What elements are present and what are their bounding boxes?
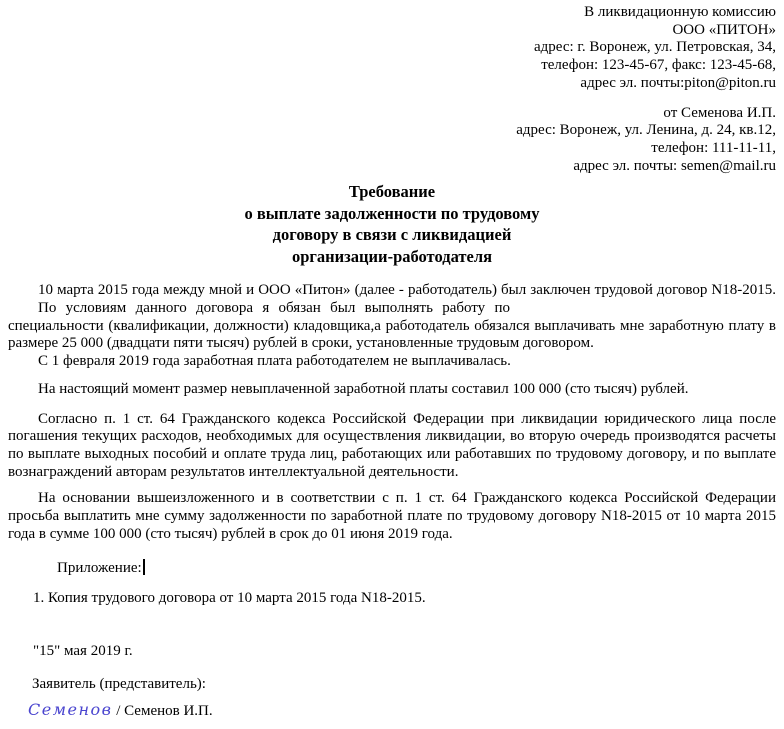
date-line: "15" мая 2019 г. — [33, 642, 133, 659]
title-line: организации-работодателя — [291, 246, 492, 266]
recipient-block — [8, 4, 776, 93]
sender-line: адрес: Воронеж, ул. Ленина, д. 24, кв.12, — [516, 122, 776, 139]
paragraph-terms-stretched-line: По условиям данного договора я обязан был выполнять работу по — [38, 300, 510, 317]
recipient-line: В ликвидационную комиссию — [584, 4, 776, 20]
paragraph-contract-conclusion: 10 марта 2015 года между мной и ООО «Питон» (далее - работодатель) был заключен трудовой договор N18-2015. — [38, 282, 776, 299]
sender-line: адрес эл. почты: semen@mail.ru — [573, 157, 776, 174]
attachment-label-line — [8, 559, 776, 578]
title-line: договору в связи с ликвидацией — [272, 225, 512, 245]
paragraph-law-citation: Согласно п. 1 ст. 64 Гражданского кодекса Российской Федерации при ликвидации юридического лица после погашения текущих расходов, необходимых для осуществления ликвидации, во вторую очередь производятся расчеты по выплате выходных пособий и оплате труда лиц, работающих или работавших по трудовому договору, и по выплате вознаграждений авторам результатов интеллектуальной деятельности. — [8, 410, 776, 480]
document-title — [8, 181, 776, 267]
signature-script: Семенов — [28, 700, 113, 720]
recipient-line: адрес: г. Воронеж, ул. Петровская, 34, — [534, 39, 776, 56]
recipient-line: ООО «ПИТОН» — [672, 21, 776, 38]
title-line: о выплате задолженности по трудовому — [244, 203, 540, 223]
attachment-item: 1. Копия трудового договора от 10 марта 2015 года N18-2015. — [33, 590, 426, 607]
signature-name: / Семенов И.П. — [116, 703, 213, 720]
paragraph-nonpayment: С 1 февраля 2019 года заработная плата работодателем не выплачивалась. — [38, 353, 511, 370]
paragraph-terms-continuation: специальности (квалификации, должности) кладовщика,а работодатель обязался выплачивать мне заработную плату в размере 25 000 (двадцати пяти тысяч) рублей в сроки, установленные трудовым договором. — [8, 317, 776, 352]
paragraph-debt-amount: На настоящий момент размер невыплаченной заработной платы составил 100 000 (сто тысяч) рублей. — [38, 380, 689, 397]
sender-block — [8, 105, 776, 176]
text-cursor — [143, 559, 145, 575]
sender-line: от Семенова И.П. — [663, 104, 776, 121]
attachment-label: Приложение: — [57, 560, 142, 577]
recipient-line: телефон: 123-45-67, факс: 123-45-68, — [541, 57, 776, 74]
sender-line: телефон: 111-11-11, — [651, 139, 776, 156]
recipient-line: адрес эл. почты:piton@piton.ru — [580, 74, 776, 91]
applicant-label: Заявитель (представитель): — [32, 675, 206, 692]
signature-line — [8, 701, 776, 721]
title-line: Требование — [348, 182, 436, 202]
paragraph-payment-request: На основании вышеизложенного и в соответствии с п. 1 ст. 64 Гражданского кодекса Российской Федерации просьба выплатить мне сумму задолженности по заработной плате по трудовому договору N18-2015 от 10 марта 2015 года в сумме 100 000 (сто тысяч) рублей в срок до 01 июня 2019 года. — [8, 490, 776, 542]
